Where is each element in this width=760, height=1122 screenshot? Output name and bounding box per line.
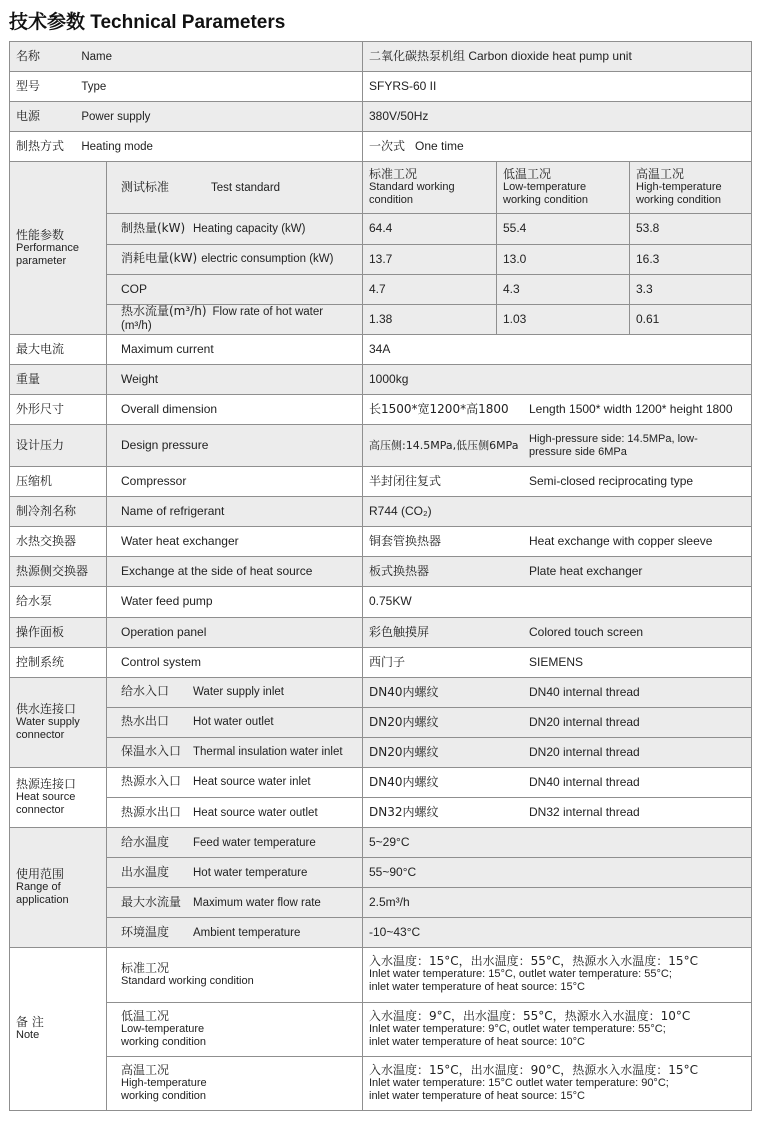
perf-value: 64.4 [363, 214, 497, 244]
row-type [10, 72, 752, 102]
application-row [10, 858, 752, 888]
performance-group: 性能参数 Performance parameter [10, 162, 107, 334]
row-heating-mode [10, 132, 752, 162]
row-design-pressure [10, 425, 752, 467]
perf-value: 0.61 [630, 304, 752, 334]
note-text: 入水温度：15°C，出水温度：55°C，热源水入水温度：15°C Inlet water temperature: 15°C, outlet water temperature: 55°C; inlet water temperature of heat source: 15°C [363, 948, 752, 1002]
note-label: 高温工况 High-temperature working condition [107, 1056, 363, 1110]
perf-value: 4.3 [497, 274, 630, 304]
note-text: 入水温度：15°C，出水温度：90°C，热源水入水温度：15°C Inlet water temperature: 15°C outlet water temperature: 90°C; inlet water temperature of heat source: 15°C [363, 1056, 752, 1110]
row-max-current [10, 334, 752, 364]
water-supply-item-label: 保温水入口 Thermal insulation water inlet [107, 737, 363, 767]
spec-value: 半封闭往复式 Semi-closed reciprocating type [363, 467, 752, 497]
water-supply-row [10, 737, 752, 767]
perf-row [10, 304, 752, 334]
row-water-heat-exchanger [10, 527, 752, 557]
heating-mode-value: 一次式 One time [363, 132, 752, 162]
power-label: 电源 Power supply [10, 102, 363, 132]
spec-label-zh: 给水泵 [10, 587, 107, 617]
row-control-system [10, 647, 752, 677]
perf-header-row [10, 162, 752, 214]
spec-label-en: Weight [107, 364, 363, 394]
condition-high: 高温工况 High-temperature working condition [630, 162, 752, 214]
cop-label: COP [107, 274, 363, 304]
perf-row [10, 244, 752, 274]
water-supply-row [10, 707, 752, 737]
application-item-label: 最大水流量 Maximum water flow rate [107, 888, 363, 918]
application-item-value: -10~43°C [363, 918, 752, 948]
heat-source-item-value: DN32内螺纹 DN32 internal thread [363, 797, 752, 827]
perf-row [10, 214, 752, 244]
spec-label-zh: 控制系统 [10, 647, 107, 677]
spec-value: 34A [363, 334, 752, 364]
spec-label-zh: 水热交换器 [10, 527, 107, 557]
heat-source-row [10, 797, 752, 827]
spec-label-en: Design pressure [107, 425, 363, 467]
application-row [10, 918, 752, 948]
water-supply-item-value: DN20内螺纹 DN20 internal thread [363, 737, 752, 767]
spec-label-en: Overall dimension [107, 394, 363, 424]
application-item-value: 5~29°C [363, 828, 752, 858]
spec-label-zh: 热源侧交换器 [10, 557, 107, 587]
page-title: 技术参数 Technical Parameters [9, 12, 286, 33]
flow-rate-label: 热水流量(m³/h) Flow rate of hot water (m³/h) [107, 304, 363, 334]
row-operation-panel [10, 617, 752, 647]
row-dimension [10, 394, 752, 424]
spec-label-en: Compressor [107, 467, 363, 497]
application-item-label: 出水温度 Hot water temperature [107, 858, 363, 888]
spec-value: 彩色触摸屏 Colored touch screen [363, 617, 752, 647]
type-label: 型号 Type [10, 72, 363, 102]
note-group: 备 注 Note [10, 948, 107, 1111]
perf-value: 4.7 [363, 274, 497, 304]
water-supply-item-value: DN20内螺纹 DN20 internal thread [363, 707, 752, 737]
power-value: 380V/50Hz [363, 102, 752, 132]
perf-value: 53.8 [630, 214, 752, 244]
water-supply-group: 供水连接口 Water supply connector [10, 677, 107, 767]
note-row [10, 948, 752, 1002]
spec-table [9, 41, 752, 1111]
application-item-value: 55~90°C [363, 858, 752, 888]
spec-value: 铜套管换热器 Heat exchange with copper sleeve [363, 527, 752, 557]
water-supply-item-label: 热水出口 Hot water outlet [107, 707, 363, 737]
spec-label-zh: 外形尺寸 [10, 394, 107, 424]
row-refrigerant [10, 497, 752, 527]
name-label: 名称 Name [10, 42, 363, 72]
spec-label-en: Water feed pump [107, 587, 363, 617]
condition-low: 低温工况 Low-temperature working condition [497, 162, 630, 214]
note-row [10, 1056, 752, 1110]
row-heat-source-exchanger [10, 557, 752, 587]
row-weight [10, 364, 752, 394]
spec-label-zh: 最大电流 [10, 334, 107, 364]
row-compressor [10, 467, 752, 497]
application-row [10, 828, 752, 858]
type-value: SFYRS-60 II [363, 72, 752, 102]
perf-value: 13.7 [363, 244, 497, 274]
row-name [10, 42, 752, 72]
application-row [10, 888, 752, 918]
note-text: 入水温度：9°C，出水温度：55°C，热源水入水温度：10°C Inlet water temperature: 9°C, outlet water temperature: 55°C; inlet water temperature of heat source: 10°C [363, 1002, 752, 1056]
spec-label-en: Operation panel [107, 617, 363, 647]
application-item-value: 2.5m³/h [363, 888, 752, 918]
spec-value: R744 (CO₂) [363, 497, 752, 527]
perf-value: 1.38 [363, 304, 497, 334]
electric-consumption-label: 消耗电量(kW) electric consumption (kW) [107, 244, 363, 274]
spec-value: 西门子 SIEMENS [363, 647, 752, 677]
note-row [10, 1002, 752, 1056]
test-standard-label: 测试标准 Test standard [107, 162, 363, 214]
spec-value: 1000kg [363, 364, 752, 394]
perf-value: 13.0 [497, 244, 630, 274]
spec-label-en: Control system [107, 647, 363, 677]
spec-value: 板式换热器 Plate heat exchanger [363, 557, 752, 587]
spec-label-en: Maximum current [107, 334, 363, 364]
water-supply-item-value: DN40内螺纹 DN40 internal thread [363, 677, 752, 707]
spec-label-zh: 设计压力 [10, 425, 107, 467]
perf-row [10, 274, 752, 304]
perf-value: 1.03 [497, 304, 630, 334]
application-item-label: 给水温度 Feed water temperature [107, 828, 363, 858]
row-water-feed-pump [10, 587, 752, 617]
perf-value: 16.3 [630, 244, 752, 274]
note-label: 低温工况 Low-temperature working condition [107, 1002, 363, 1056]
heating-capacity-label: 制热量(kW) Heating capacity (kW) [107, 214, 363, 244]
spec-label-zh: 操作面板 [10, 617, 107, 647]
heating-mode-label: 制热方式 Heating mode [10, 132, 363, 162]
condition-standard: 标准工况 Standard working condition [363, 162, 497, 214]
row-power [10, 102, 752, 132]
heat-source-row [10, 767, 752, 797]
perf-value: 55.4 [497, 214, 630, 244]
application-item-label: 环境温度 Ambient temperature [107, 918, 363, 948]
name-value: 二氧化碳热泵机组 Carbon dioxide heat pump unit [363, 42, 752, 72]
perf-value: 3.3 [630, 274, 752, 304]
spec-label-zh: 重量 [10, 364, 107, 394]
spec-label-zh: 压缩机 [10, 467, 107, 497]
water-supply-item-label: 给水入口 Water supply inlet [107, 677, 363, 707]
spec-value: 高压侧:14.5MPa,低压侧6MPa High-pressure side: 14.5MPa, low-pressure side 6MPa [363, 425, 752, 467]
heat-source-item-label: 热源水入口 Heat source water inlet [107, 767, 363, 797]
spec-label-en: Name of refrigerant [107, 497, 363, 527]
application-group: 使用范围 Range of application [10, 828, 107, 948]
heat-source-item-value: DN40内螺纹 DN40 internal thread [363, 767, 752, 797]
spec-label-zh: 制冷剂名称 [10, 497, 107, 527]
heat-source-item-label: 热源水出口 Heat source water outlet [107, 797, 363, 827]
heat-source-group: 热源连接口 Heat source connector [10, 767, 107, 827]
water-supply-row [10, 677, 752, 707]
spec-value: 0.75KW [363, 587, 752, 617]
spec-value: 长1500*宽1200*高1800 Length 1500* width 1200* height 1800 [363, 394, 752, 424]
note-label: 标准工况 Standard working condition [107, 948, 363, 1002]
spec-label-en: Water heat exchanger [107, 527, 363, 557]
spec-label-en: Exchange at the side of heat source [107, 557, 363, 587]
